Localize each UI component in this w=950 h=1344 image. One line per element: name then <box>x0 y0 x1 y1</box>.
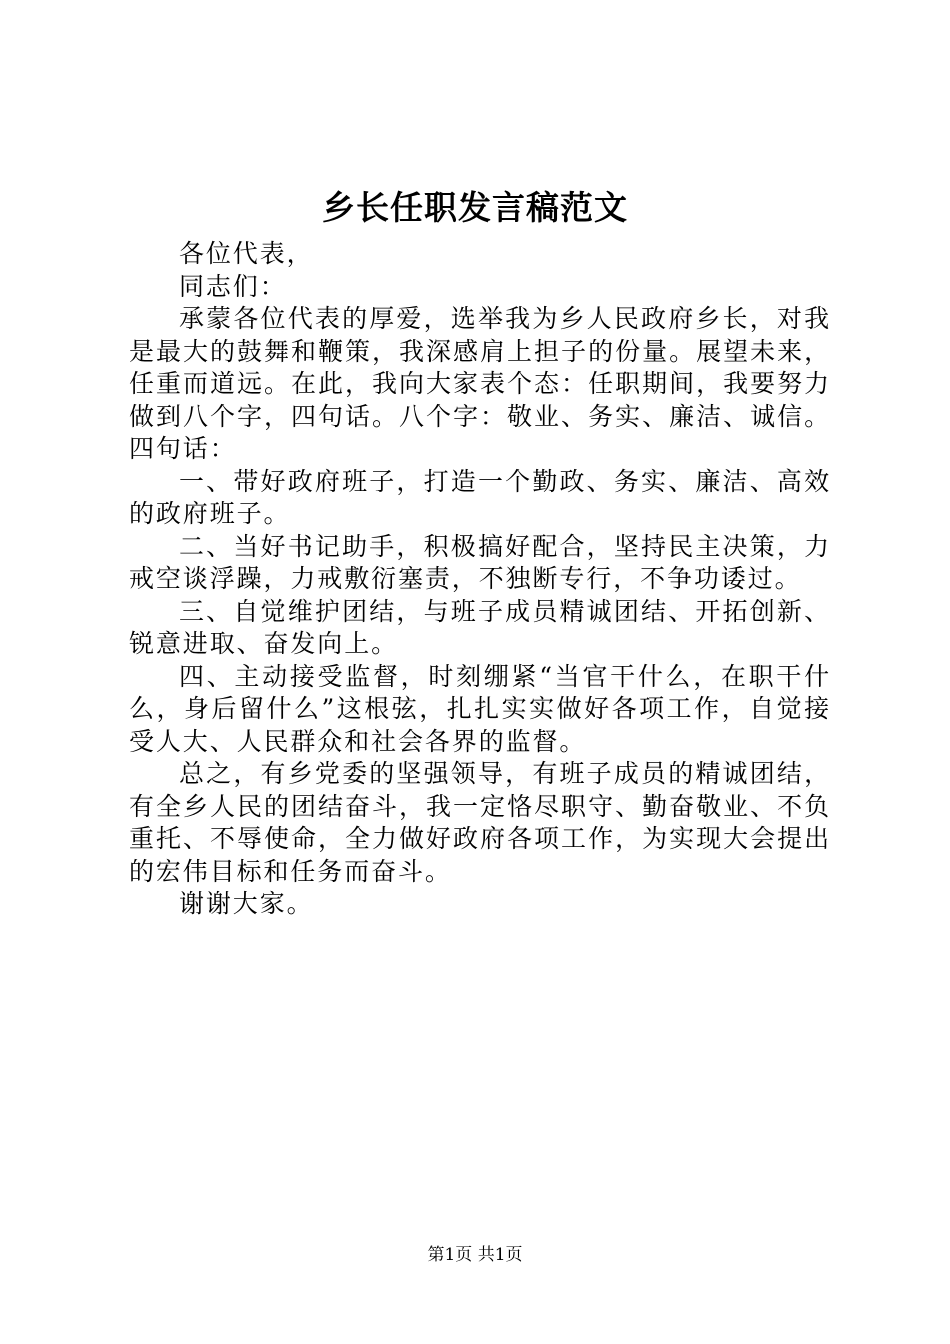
closing-thanks: 谢谢大家。 <box>179 889 314 918</box>
salutation-representatives: 各位代表， <box>179 239 314 268</box>
point-two-paragraph: 二、当好书记助手，积极搞好配合，坚持民主决策，力戒空谈浮躁，力戒敷衍塞责，不独断专行，不争功诿过。 <box>129 531 831 593</box>
point-three-paragraph: 三、自觉维护团结，与班子成员精诚团结、开拓创新、锐意进取、奋发向上。 <box>129 596 831 658</box>
document-body <box>129 238 831 921</box>
page-number-footer: 第1页 共1页 <box>427 1245 523 1265</box>
point-four-paragraph: 四、主动接受监督，时刻绷紧“当官干什么，在职干什么，身后留什么”这根弦，扎扎实实做好各项工作，自觉接受人大、人民群众和社会各界的监督。 <box>129 661 831 756</box>
point-one-paragraph: 一、带好政府班子，打造一个勤政、务实、廉洁、高效的政府班子。 <box>129 466 831 528</box>
salutation-comrades: 同志们： <box>179 271 287 301</box>
opening-paragraph: 承蒙各位代表的厚爱，选举我为乡人民政府乡长，对我是最大的鼓舞和鞭策，我深感肩上担子的份量。展望未来，任重而道远。在此，我向大家表个态：任职期间，我要努力做到八个字，四句话。八个字：敬业、务实、廉洁、诚信。四句话： <box>129 304 831 463</box>
conclusion-paragraph: 总之，有乡党委的坚强领导，有班子成员的精诚团结，有全乡人民的团结奋斗，我一定恪尽职守、勤奋敬业、不负重托、不辱使命，全力做好政府各项工作，为实现大会提出的宏伟目标和任务而奋斗。 <box>129 759 831 886</box>
document-title: 乡长任职发言稿范文 <box>322 188 628 227</box>
